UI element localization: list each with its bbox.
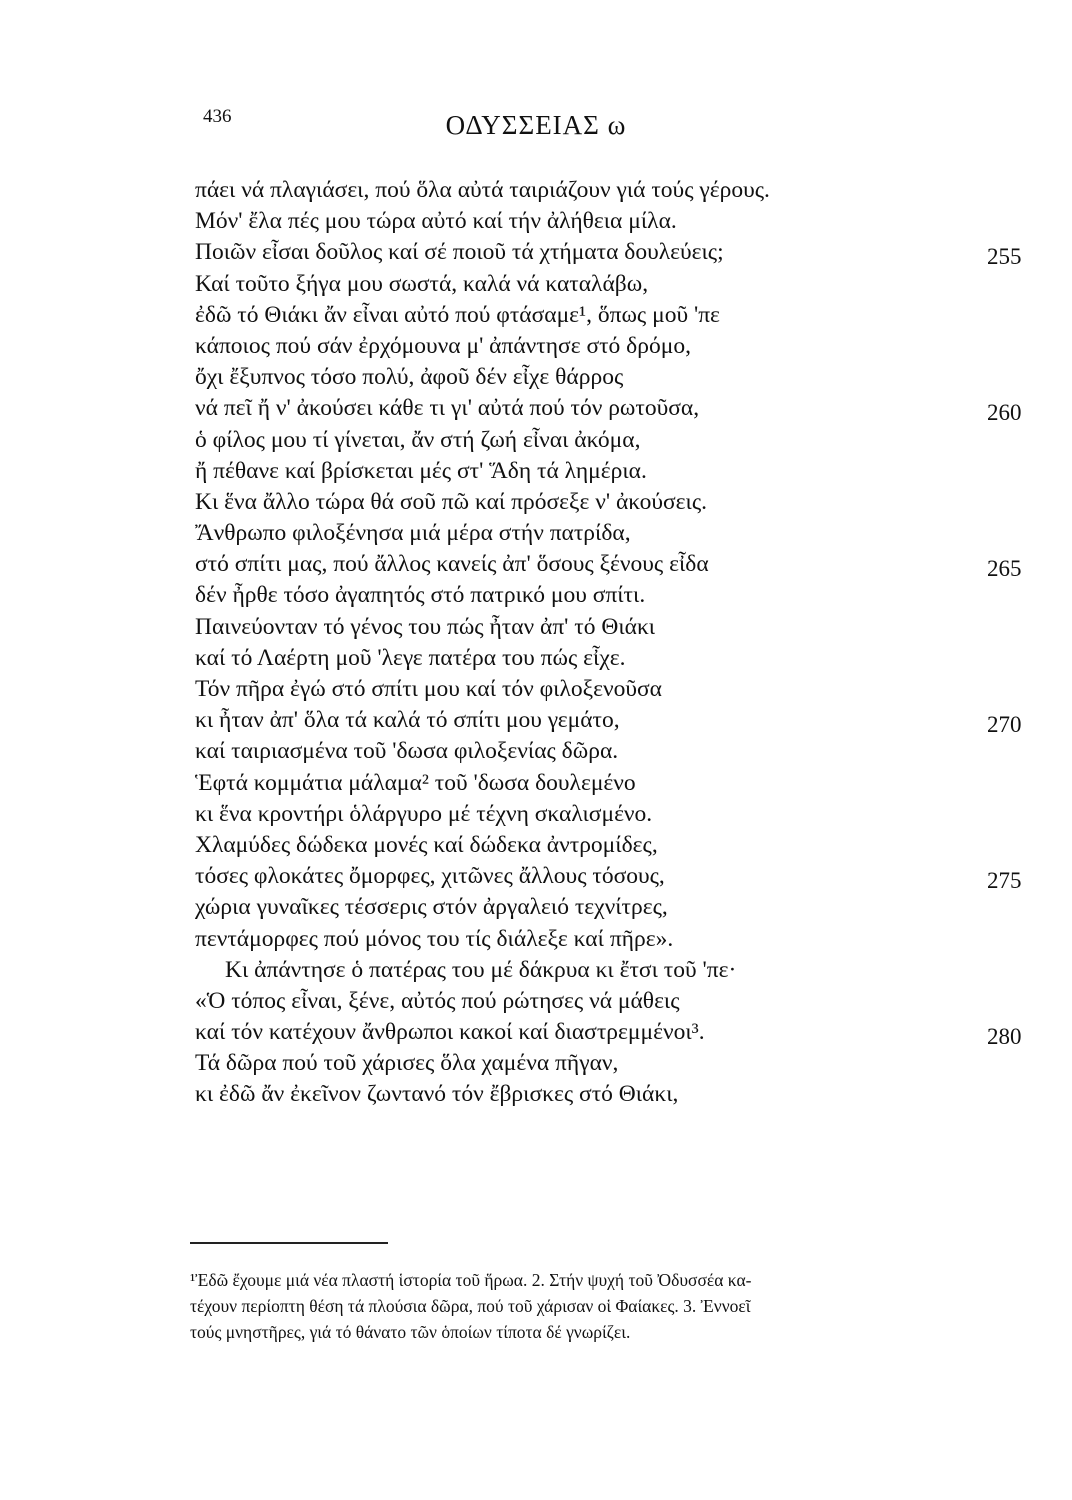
verse-line [195, 861, 1055, 892]
verse-line [195, 830, 1055, 861]
footnote-line: τέχουν περίοπτη θέση τά πλούσια δῶρα, πού τοῦ χάρισαν οἱ Φαίακες. 3. Ἐννοεῖ [190, 1296, 751, 1316]
verse-line [195, 393, 1055, 424]
verse-text: κι ἕνα κροντήρι ὁλάργυρο μέ τέχνη σκαλισμένο. [195, 800, 653, 827]
verse-line [195, 518, 1055, 549]
verse-line [195, 612, 1055, 643]
verse-line [195, 736, 1055, 767]
verse-text: πάει νά πλαγιάσει, πού ὅλα αὐτά ταιριάζουν γιά τούς γέρους. [195, 177, 770, 203]
verse-text: Κι ἕνα ἄλλο τώρα θά σοῦ πῶ καί πρόσεξε ν' ἀκούσεις. [195, 488, 708, 515]
verse-text: νά πεῖ ἤ ν' ἀκούσει κάθε τι γι' αὐτά πού τόν ρωτοῦσα, [195, 395, 700, 422]
verse-line [195, 580, 1055, 611]
line-number: 280 [987, 1024, 1022, 1050]
verse-line [195, 1017, 1055, 1048]
verse-text: Ἄνθρωπο φιλοξένησα μιά μέρα στήν πατρίδα, [195, 520, 631, 547]
verse-text: ὁ φίλος μου τί γίνεται, ἄν στή ζωή εἶναι ἀκόμα, [195, 426, 641, 453]
verse-line [195, 892, 1055, 923]
verse-line [195, 674, 1055, 705]
verse-line [195, 799, 1055, 830]
verse-text: τόσες φλοκάτες ὄμορφες, χιτῶνες ἄλλους τόσους, [195, 863, 665, 890]
verse-line [195, 487, 1055, 518]
verse-line [195, 955, 1055, 986]
verse-text: χώρια γυναῖκες τέσσερις στόν ἀργαλειό τεχνίτρες, [195, 894, 668, 921]
verse-line [195, 425, 1055, 456]
running-title: ΟΔΥΣΣΕΙΑΣ ω [445, 110, 627, 140]
footnote-line: τούς μνηστῆρες, γιά τό θάνατο τῶν ὁποίων τίποτα δέ γνωρίζει. [190, 1322, 631, 1342]
page-number: 436 [203, 106, 232, 127]
line-number: 270 [987, 712, 1022, 738]
verse-line [195, 456, 1055, 487]
line-number: 255 [987, 244, 1022, 270]
verse-text: καί ταιριασμένα τοῦ 'δωσα φιλοξενίας δῶρα. [195, 738, 619, 765]
verse-text: κι ἦταν ἀπ' ὅλα τά καλά τό σπίτι μου γεμάτο, [195, 707, 620, 734]
verse-line [195, 924, 1055, 955]
verse-text: καί τό Λαέρτη μοῦ 'λεγε πατέρα του πώς εἶχε. [195, 644, 626, 671]
verse-line [195, 705, 1055, 736]
verse-text: Ποιῶν εἶσαι δοῦλος καί σέ ποιοῦ τά χτήματα δουλεύεις; [195, 239, 724, 266]
verse-line [195, 362, 1055, 393]
verse-text: Κι ἀπάντησε ὁ πατέρας του μέ δάκρυα κι ἔτσι τοῦ 'πε· [225, 956, 737, 983]
verse-text: πεντάμορφες πού μόνος του τίς διάλεξε καί πῆρε». [195, 925, 674, 952]
verse-line [195, 269, 1055, 300]
verse-line [195, 549, 1055, 580]
verse-line [195, 1048, 1055, 1079]
verse-text: Μόν' ἔλα πές μου τώρα αὐτό καί τήν ἀλήθεια μίλα. [195, 208, 677, 235]
footnotes [190, 1267, 1040, 1345]
verse-line [195, 206, 1055, 237]
footnote-line: ¹Ἐδῶ ἔχουμε μιά νέα πλαστή ἱστορία τοῦ ἥρωα. 2. Στήν ψυχή τοῦ Ὀδυσσέα κα- [190, 1270, 752, 1290]
verse-text: Παινεύονταν τό γένος του πώς ἦταν ἀπ' τό Θιάκι [195, 613, 656, 640]
verse-text: δέν ἦρθε τόσο ἀγαπητός στό πατρικό μου σπίτι. [195, 582, 646, 609]
verse-line [195, 237, 1055, 268]
verse-line [195, 175, 1055, 206]
verse-line [195, 768, 1055, 799]
verse-text: Τόν πῆρα ἐγώ στό σπίτι μου καί τόν φιλοξενοῦσα [195, 676, 662, 702]
line-number: 265 [987, 556, 1022, 582]
verse-text: κάποιος πού σάν ἐρχόμουνα μ' ἀπάντησε στό δρόμο, [195, 332, 691, 359]
verse-text: Χλαμύδες δώδεκα μονές καί δώδεκα ἀντρομίδες, [195, 831, 658, 858]
line-number: 260 [987, 400, 1022, 426]
verse-text: ἐδῶ τό Θιάκι ἄν εἶναι αὐτό πού φτάσαμε¹, ὅπως μοῦ 'πε [195, 301, 720, 328]
footnote-rule [190, 1242, 388, 1244]
verse-line [195, 300, 1055, 331]
verse-text: Καί τοῦτο ξήγα μου σωστά, καλά νά καταλάβω, [195, 270, 649, 297]
verse-text: «Ὁ τόπος εἶναι, ξένε, αὐτός πού ρώτησες νά μάθεις [195, 987, 680, 1014]
verse-line [195, 986, 1055, 1017]
line-number: 275 [987, 868, 1022, 894]
verse-block [195, 175, 1055, 1111]
verse-text: ὄχι ἔξυπνος τόσο πολύ, ἀφοῦ δέν εἶχε θάρρος [195, 364, 624, 391]
verse-text: ἤ πέθανε καί βρίσκεται μές στ' Ἅδη τά λημέρια. [195, 457, 647, 484]
verse-line [195, 331, 1055, 362]
verse-text: Τά δῶρα πού τοῦ χάρισες ὅλα χαμένα πῆγαν, [195, 1050, 619, 1077]
verse-text: καί τόν κατέχουν ἄνθρωποι κακοί καί διαστρεμμένοι³. [195, 1019, 705, 1046]
verse-text: στό σπίτι μας, πού ἄλλος κανείς ἀπ' ὅσους ξένους εἶδα [195, 551, 709, 578]
verse-line [195, 643, 1055, 674]
verse-text: κι ἐδῶ ἄν ἐκεῖνον ζωντανό τόν ἔβρισκες στό Θιάκι, [195, 1081, 679, 1108]
verse-line [195, 1079, 1055, 1110]
verse-text: Ἑφτά κομμάτια μάλαμα² τοῦ 'δωσα δουλεμένο [195, 769, 636, 796]
